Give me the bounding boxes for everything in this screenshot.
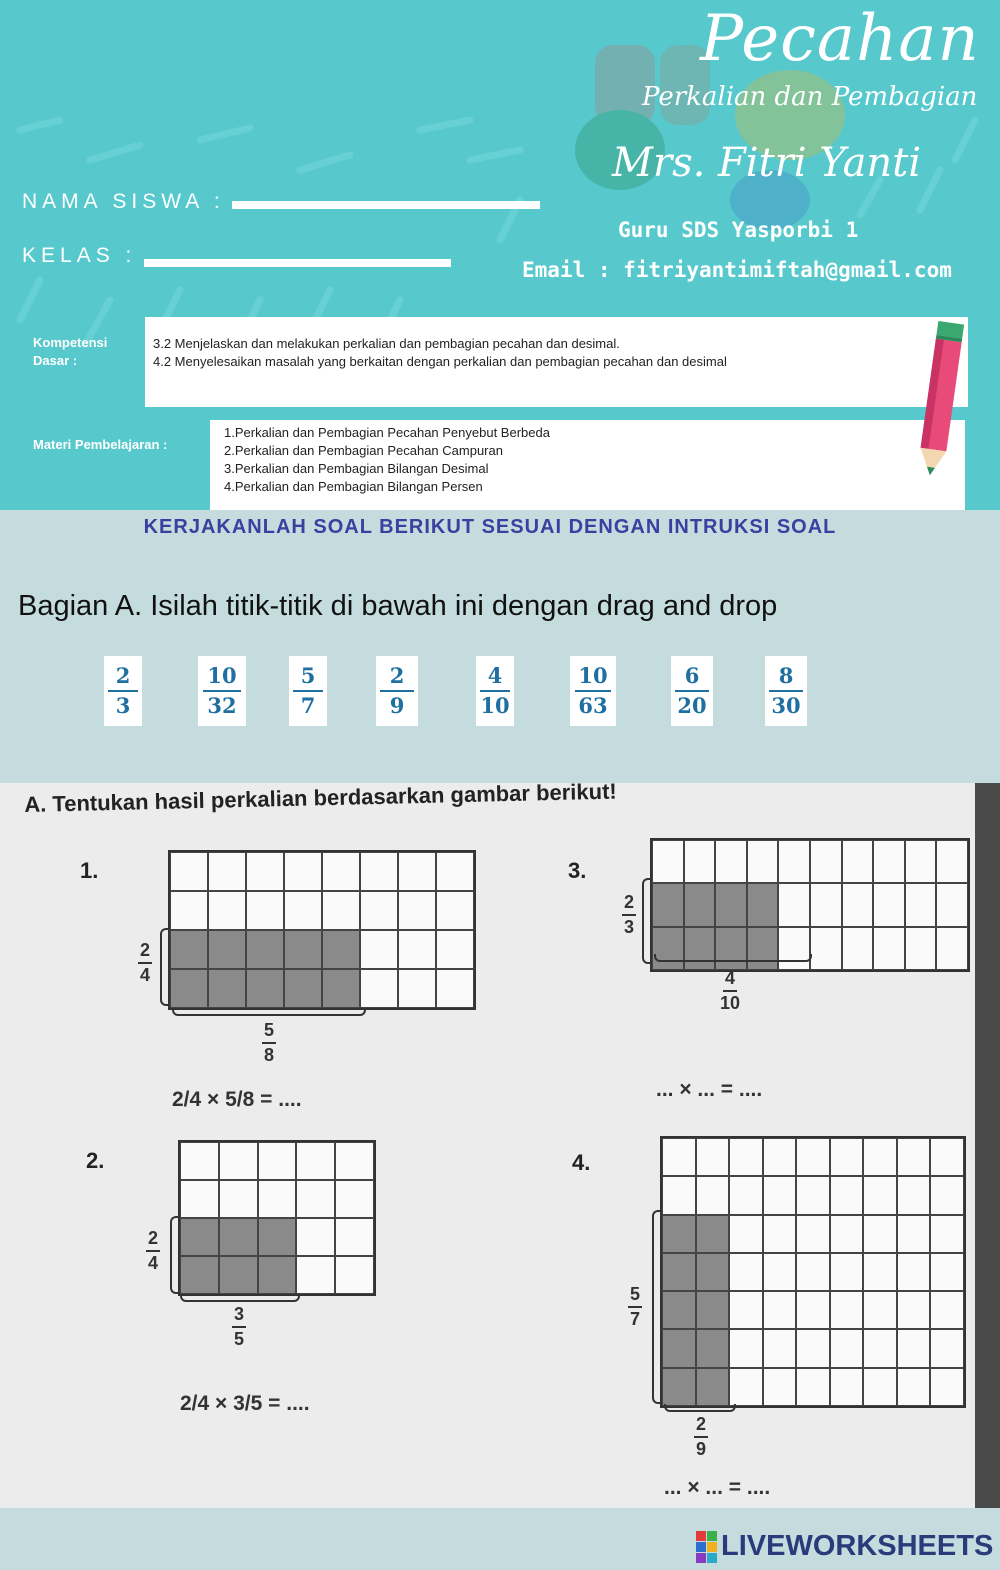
fraction-denominator: 7 [629,1309,640,1329]
materi-box [210,420,965,510]
grid-cell [778,883,810,926]
grid-cell [360,852,398,891]
fraction-denominator: 10 [720,993,741,1013]
fraction-bar [769,690,803,692]
grid-cell-shaded [208,969,246,1008]
fraction-numerator: 5 [629,1284,640,1304]
fraction-tile[interactable] [104,656,142,726]
fraction-numerator: 2 [139,940,150,960]
grid-cell [796,1329,830,1367]
grid-cell-shaded [747,927,779,970]
fraction-numerator: 3 [233,1304,244,1324]
grid-cell [398,891,436,930]
grid-cell-shaded [747,883,779,926]
liveworksheets-logo[interactable] [696,1530,993,1563]
grid-cell [246,891,284,930]
grid-cell [436,930,474,969]
fraction-grid [178,1140,376,1296]
grid-cell [863,1368,897,1406]
student-name-label: NAMA SISWA : [22,190,225,213]
grid-cell [219,1180,258,1218]
fraction-grid [660,1136,966,1408]
grid-cell [930,1215,964,1253]
fraction-bar [203,690,241,692]
fraction-bar [262,1042,276,1044]
grid-cell [296,1256,335,1294]
grid-cell-shaded [170,930,208,969]
grid-cell [360,969,398,1008]
fraction-bar [723,990,737,992]
materi-item: 1.Perkalian dan Pembagian Pecahan Penyebut Berbeda [224,425,550,440]
materi-item: 2.Perkalian dan Pembagian Pecahan Campuran [224,443,503,458]
grid-cell [936,840,968,883]
vertical-brace [160,928,168,1006]
grid-cell-shaded [208,930,246,969]
tile-denominator: 63 [578,693,608,718]
horizontal-fraction [232,1304,246,1350]
equation-text[interactable]: ... × ... = .... [656,1078,763,1101]
grid-cell [335,1180,374,1218]
grid-cell [830,1368,864,1406]
kompetensi-item: 4.2 Menyelesaikan masalah yang berkaitan dengan perkalian dan pembagian pecahan dan desimal [153,354,727,369]
tile-numerator: 8 [778,663,794,688]
grid-cell [796,1138,830,1176]
logo-blocks-icon [696,1531,717,1563]
horizontal-fraction [262,1020,276,1066]
grid-cell [763,1176,797,1214]
grid-cell [398,930,436,969]
grid-cell-shaded [652,883,684,926]
grid-cell-shaded [715,927,747,970]
horizontal-brace [664,1404,736,1412]
problem-number: 1. [80,858,99,883]
grid-cell [830,1138,864,1176]
fraction-tile[interactable] [765,656,807,726]
part-a-title: Bagian A. Isilah titik-titik di bawah ini dengan drag and drop [18,590,778,622]
vertical-brace [170,1216,178,1294]
fraction-bar [675,690,709,692]
grid-cell [208,891,246,930]
tile-denominator: 7 [300,693,316,718]
materi-item: 3.Perkalian dan Pembagian Bilangan Desimal [224,461,489,476]
grid-cell [436,891,474,930]
fraction-bar [628,1306,642,1308]
grid-cell [296,1218,335,1256]
fraction-denominator: 9 [695,1439,706,1459]
horizontal-fraction [720,968,740,1014]
grid-cell [763,1291,797,1329]
fraction-denominator: 3 [623,917,634,937]
fraction-numerator: 5 [263,1020,274,1040]
fraction-tile[interactable] [376,656,418,726]
grid-cell-shaded [684,927,716,970]
fraction-denominator: 8 [263,1045,274,1065]
grid-cell [930,1368,964,1406]
grid-cell-shaded [180,1256,219,1294]
grid-cell [398,852,436,891]
grid-cell [763,1215,797,1253]
grid-cell [830,1329,864,1367]
horizontal-brace [180,1294,300,1302]
grid-cell-shaded [662,1253,696,1291]
fraction-tile[interactable] [198,656,246,726]
grid-cell [360,930,398,969]
kompetensi-label: Kompetensi Dasar : [33,335,108,368]
equation-text[interactable]: 2/4 × 5/8 = .... [172,1088,302,1111]
fraction-bar [232,1326,246,1328]
fraction-numerator: 4 [725,968,736,988]
grid-cell [778,840,810,883]
grid-cell-shaded [219,1256,258,1294]
grid-cell [662,1138,696,1176]
grid-cell [296,1142,335,1180]
vertical-fraction [146,1228,160,1274]
horizontal-brace [654,954,812,962]
grid-cell [897,1368,931,1406]
grid-cell [729,1368,763,1406]
grid-cell-shaded [696,1215,730,1253]
grid-cell [873,840,905,883]
grid-cell [696,1138,730,1176]
problem-number: 2. [86,1148,105,1173]
fraction-numerator: 2 [623,892,634,912]
vertical-brace [652,1210,660,1404]
grid-cell [873,883,905,926]
grid-cell-shaded [662,1329,696,1367]
grid-cell [930,1138,964,1176]
grid-cell [930,1329,964,1367]
grid-cell-shaded [696,1368,730,1406]
grid-cell [763,1138,797,1176]
problem-number: 4. [572,1150,591,1175]
grid-cell [398,969,436,1008]
vertical-fraction [138,940,152,986]
grid-cell [246,852,284,891]
tile-numerator: 6 [684,663,700,688]
grid-cell [873,927,905,970]
grid-cell [897,1138,931,1176]
vertical-fraction [628,1284,642,1330]
grid-cell [905,927,937,970]
tile-denominator: 9 [389,693,405,718]
fraction-bar [108,690,138,692]
grid-cell-shaded [684,883,716,926]
grid-cell [842,927,874,970]
grid-cell [284,852,322,891]
grid-cell [284,891,322,930]
fraction-bar [293,690,323,692]
grid-cell [170,891,208,930]
grid-cell [810,840,842,883]
grid-cell-shaded [322,930,360,969]
materi-label: Materi Pembelajaran : [33,437,168,452]
pencil-icon [905,318,975,488]
grid-cell [796,1176,830,1214]
tile-numerator: 2 [115,663,131,688]
grid-cell [830,1176,864,1214]
fraction-bar [575,690,612,692]
grid-cell [747,840,779,883]
grid-cell-shaded [246,969,284,1008]
grid-cell [830,1215,864,1253]
kompetensi-item: 3.2 Menjelaskan dan melakukan perkalian dan pembagian pecahan dan desimal. [153,336,620,351]
author-name: Mrs. Fitri Yanti [612,140,922,186]
grid-cell [796,1368,830,1406]
grid-cell-shaded [284,969,322,1008]
student-name-field[interactable] [232,201,540,209]
grid-cell [180,1180,219,1218]
grid-cell [763,1253,797,1291]
tile-denominator: 10 [480,693,510,718]
class-label: KELAS : [22,244,137,267]
grid-cell [258,1180,297,1218]
grid-cell [322,852,360,891]
grid-cell [905,840,937,883]
tile-numerator: 5 [300,663,316,688]
grid-cell [930,1253,964,1291]
tile-denominator: 20 [677,693,707,718]
tile-numerator: 2 [389,663,405,688]
grid-cell [830,1291,864,1329]
fraction-bar [380,690,414,692]
grid-cell [219,1142,258,1180]
grid-cell [729,1329,763,1367]
brand-name: LIVEWORKSHEETS [721,1530,994,1562]
grid-cell-shaded [696,1253,730,1291]
fraction-tile[interactable] [671,656,713,726]
grid-cell [796,1215,830,1253]
page-title: Pecahan [700,2,980,76]
grid-cell [652,840,684,883]
kompetensi-box [145,317,968,407]
fraction-denominator: 4 [139,965,150,985]
tile-numerator: 10 [578,663,608,688]
grid-cell [763,1368,797,1406]
vertical-brace [642,878,650,964]
grid-cell-shaded [696,1329,730,1367]
fraction-numerator: 2 [695,1414,706,1434]
fraction-bar [694,1436,708,1438]
grid-cell [436,969,474,1008]
grid-cell [180,1142,219,1180]
tile-denominator: 3 [115,693,131,718]
tile-denominator: 30 [771,693,801,718]
grid-cell [208,852,246,891]
grid-cell [335,1218,374,1256]
grid-cell [796,1253,830,1291]
fraction-tile[interactable] [289,656,327,726]
fraction-denominator: 4 [147,1253,158,1273]
school-name: Guru SDS Yasporbi 1 [618,218,859,242]
grid-cell [729,1253,763,1291]
vertical-fraction [622,892,636,938]
grid-cell [930,1176,964,1214]
grid-cell [863,1253,897,1291]
grid-cell [796,1291,830,1329]
grid-cell [863,1215,897,1253]
materi-item: 4.Perkalian dan Pembagian Bilangan Persen [224,479,483,494]
fraction-tile[interactable] [570,656,616,726]
grid-cell-shaded [662,1291,696,1329]
horizontal-fraction [694,1414,708,1460]
grid-cell [905,883,937,926]
header-banner [0,0,1000,510]
grid-cell [715,840,747,883]
grid-cell [842,883,874,926]
grid-cell [863,1291,897,1329]
grid-cell [296,1180,335,1218]
grid-cell-shaded [258,1256,297,1294]
fraction-bar [480,690,510,692]
grid-cell [863,1138,897,1176]
grid-cell [897,1215,931,1253]
grid-cell [863,1329,897,1367]
grid-cell [863,1176,897,1214]
grid-cell [936,927,968,970]
worksheet-heading: A. Tentukan hasil perkalian berdasarkan gambar berikut! [24,778,617,817]
grid-cell-shaded [652,927,684,970]
grid-cell [936,883,968,926]
grid-cell [897,1176,931,1214]
grid-cell-shaded [696,1291,730,1329]
equation-text[interactable]: ... × ... = .... [664,1476,771,1499]
class-field[interactable] [144,259,451,267]
grid-cell [684,840,716,883]
fraction-grid [650,838,970,972]
grid-cell-shaded [219,1218,258,1256]
grid-cell [696,1176,730,1214]
grid-cell [830,1253,864,1291]
grid-cell-shaded [180,1218,219,1256]
equation-text[interactable]: 2/4 × 3/5 = .... [180,1392,310,1415]
photo-edge-shadow [975,783,1000,1508]
tile-numerator: 10 [207,663,237,688]
fraction-denominator: 5 [233,1329,244,1349]
grid-cell [322,891,360,930]
grid-cell-shaded [246,930,284,969]
grid-cell [729,1215,763,1253]
tile-denominator: 32 [207,693,237,718]
grid-cell-shaded [662,1368,696,1406]
grid-cell [763,1329,797,1367]
grid-cell [729,1176,763,1214]
grid-cell [729,1291,763,1329]
grid-cell [810,883,842,926]
author-email: Email : fitriyantimiftah@gmail.com [522,258,952,282]
grid-cell-shaded [662,1215,696,1253]
grid-cell-shaded [284,930,322,969]
grid-cell-shaded [170,969,208,1008]
grid-cell-shaded [322,969,360,1008]
grid-cell-shaded [715,883,747,926]
problem-number: 3. [568,858,587,883]
grid-cell [335,1142,374,1180]
grid-cell [662,1176,696,1214]
grid-cell [897,1253,931,1291]
grid-cell [897,1291,931,1329]
grid-cell [842,840,874,883]
fraction-grid [168,850,476,1010]
grid-cell [360,891,398,930]
horizontal-brace [172,1008,366,1016]
instruction-text: KERJAKANLAH SOAL BERIKUT SESUAI DENGAN INTRUKSI SOAL [143,516,837,538]
fraction-bar [138,962,152,964]
grid-cell [897,1329,931,1367]
fraction-bar [146,1250,160,1252]
fraction-numerator: 2 [147,1228,158,1248]
grid-cell [810,927,842,970]
grid-cell [930,1291,964,1329]
fraction-bar [622,914,636,916]
grid-cell-shaded [258,1218,297,1256]
page-subtitle: Perkalian dan Pembagian [642,82,978,112]
tile-numerator: 4 [487,663,503,688]
grid-cell [436,852,474,891]
grid-cell [170,852,208,891]
grid-cell [335,1256,374,1294]
grid-cell [258,1142,297,1180]
fraction-tile[interactable] [476,656,514,726]
grid-cell [778,927,810,970]
grid-cell [729,1138,763,1176]
